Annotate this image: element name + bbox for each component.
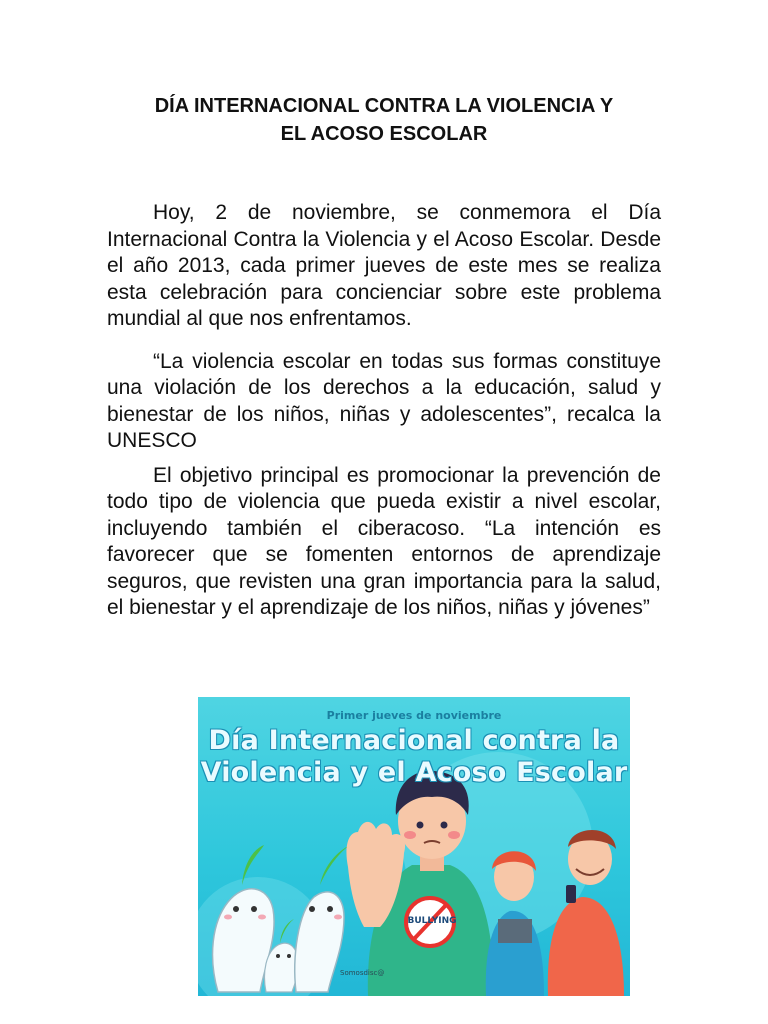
document-title	[100, 92, 668, 148]
poster-title	[198, 725, 630, 789]
title-line-2: EL ACOSO ESCOLAR	[280, 123, 488, 145]
poster-title-line-2: Violencia y el Acoso Escolar	[200, 757, 628, 788]
bullying-badge-label: BULLYING	[407, 916, 457, 926]
poster-title-line-1: Día Internacional contra la	[208, 725, 620, 756]
paragraph-objective: El objetivo principal es promocionar la prevención de todo tipo de violencia que pueda existir a nivel escolar, incluyendo también el ciberacoso. “La intención es favorecer que se fomenten entornos de aprendizaje seguros, que revisten una gran importancia para la salud, el bienestar y el aprendizaje de los niños, niñas y jóvenes”	[107, 463, 661, 619]
poster-signature: Somosdisc@	[340, 969, 385, 977]
title-line-1: DÍA INTERNACIONAL CONTRA LA VIOLENCIA Y	[154, 95, 614, 117]
campaign-poster-image	[198, 697, 630, 996]
paragraph-unesco-quote: “La violencia escolar en todas sus formas constituye una violación de los derechos a la educación, salud y bienestar de los niños, niñas y adolescentes”, recalca la UNESCO	[107, 349, 661, 452]
poster-subtitle: Primer jueves de noviembre	[326, 709, 502, 722]
document-body	[107, 200, 661, 638]
paragraph-intro: Hoy, 2 de noviembre, se conmemora el Día Internacional Contra la Violencia y el Acoso Escolar. Desde el año 2013, cada primer jueves de este mes se realiza esta celebración para concienciar sobre este problema mundial al que nos enfrentamos.	[107, 201, 661, 330]
